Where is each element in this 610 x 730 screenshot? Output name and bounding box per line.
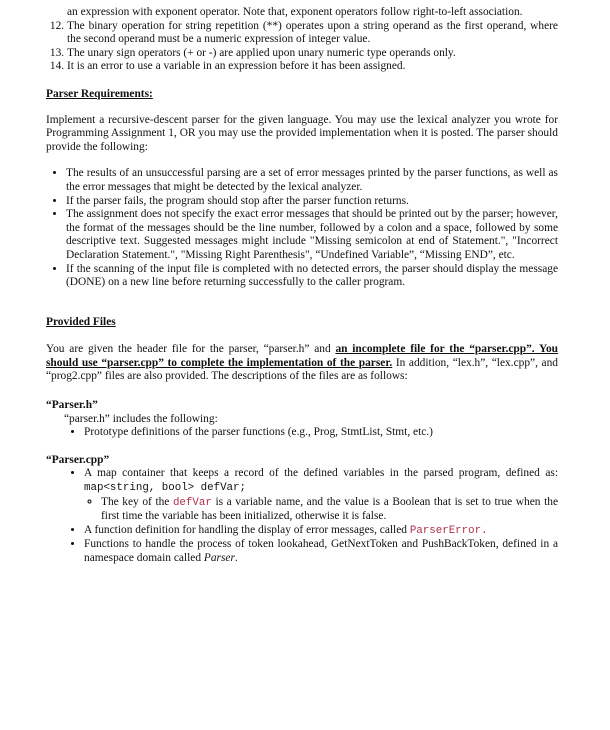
tokens-description: Functions to handle the process of token lookahead, GetNextToken and PushBackToken, defined in a namespace domain called [84, 538, 558, 564]
requirement-item: • If the scanning of the input file is completed with no detected errors, the parser should display the message (DONE) on a new line before returning successfully to the caller program. [66, 263, 558, 290]
defvar-inline-code: defVar [172, 496, 212, 509]
parser-cpp-title: “Parser.cpp” [46, 453, 110, 466]
rule-12: 12. The binary operation for string repetition (**) operates upon a string operand as the first operand, where the second operand must be a numeric expression of integer value. [67, 20, 558, 47]
parser-cpp-item-tokens [84, 538, 558, 565]
list-item-11-continuation: an expression with exponent operator. Note that, exponent operators follow right-to-left association. [67, 6, 523, 18]
defvar-code: map<string, bool> defVar; [84, 482, 246, 495]
parser-requirements-heading: Parser Requirements: [46, 87, 153, 100]
requirement-item: • The assignment does not specify the exact error messages that should be printed out by the parser; however, the format of the messages should be the line number, followed by a colon and a space, followed by some descriptive text. Suggested messages might include "Missing semicolon at end of Statement.", "Incorrect Declaration Statement.", "Missing Right Parenthesis", “Undefined Variable”, “Missing END”, etc. [66, 208, 558, 262]
requirement-item: • The results of an unsuccessful parsing are a set of error messages printed by the parser functions, as well as the error messages that might be detected by the lexical analyzer. [66, 167, 558, 194]
namespace-name: Parser [203, 552, 235, 564]
parser-requirements-list [46, 167, 558, 289]
parser-h-title: “Parser.h” [46, 399, 98, 412]
parser-h-intro: “parser.h” includes the following: [64, 412, 218, 425]
parser-h-item: • Prototype definitions of the parser functions (e.g., Prog, StmtList, Stmt, etc.) [84, 426, 558, 440]
provided-files-paragraph [46, 343, 558, 384]
provided-text-1: You are given the header file for the parser, “parser.h” and [46, 343, 336, 356]
defvar-sub-item [101, 496, 558, 524]
rules-list [46, 20, 558, 74]
map-description: A map container that keeps a record of the defined variables in the parsed program, defined as: [84, 467, 558, 480]
parser-cpp-block [46, 467, 558, 565]
map-sublist [84, 496, 558, 524]
parser-h-block [46, 413, 558, 440]
rule-13: 13. The unary sign operators (+ or -) are applied upon unary numeric type operands only. [67, 47, 558, 61]
provided-emphasis: an incomplete file for the “parser.cpp”. You should use “parser.cpp” to complete the implementation of the parser. [46, 343, 558, 369]
parsererror-code: ParserError. [409, 524, 488, 537]
requirement-item: • If the parser fails, the program should stop after the parser function returns. [66, 195, 558, 209]
sub-pre: The key of the [101, 495, 173, 508]
parser-requirements-paragraph: Implement a recursive-descent parser for the given language. You may use the lexical analyzer you wrote for Programming Assignment 1, OR you may use the provided implementation when it is posted. The parser should provide the following: [46, 113, 558, 153]
provided-text-2: In addition, “lex.h”, “lex.cpp”, and “prog2.cpp” files are also provided. The descriptions of the files are as follows: [46, 356, 558, 383]
parser-h-list [64, 426, 558, 440]
parser-cpp-list [64, 467, 558, 565]
error-description: A function definition for handling the display of error messages, called [84, 523, 410, 536]
parser-cpp-item-map [84, 467, 558, 523]
rule-14: 14. It is an error to use a variable in an expression before it has been assigned. [67, 60, 558, 74]
parser-cpp-item-error [84, 524, 558, 539]
sub-post: is a variable name, and the value is a Boolean that is set to true when the first time the variable has been initialized, otherwise it is false. [101, 495, 558, 523]
tokens-end: . [234, 552, 238, 564]
provided-files-heading: Provided Files [46, 315, 116, 328]
